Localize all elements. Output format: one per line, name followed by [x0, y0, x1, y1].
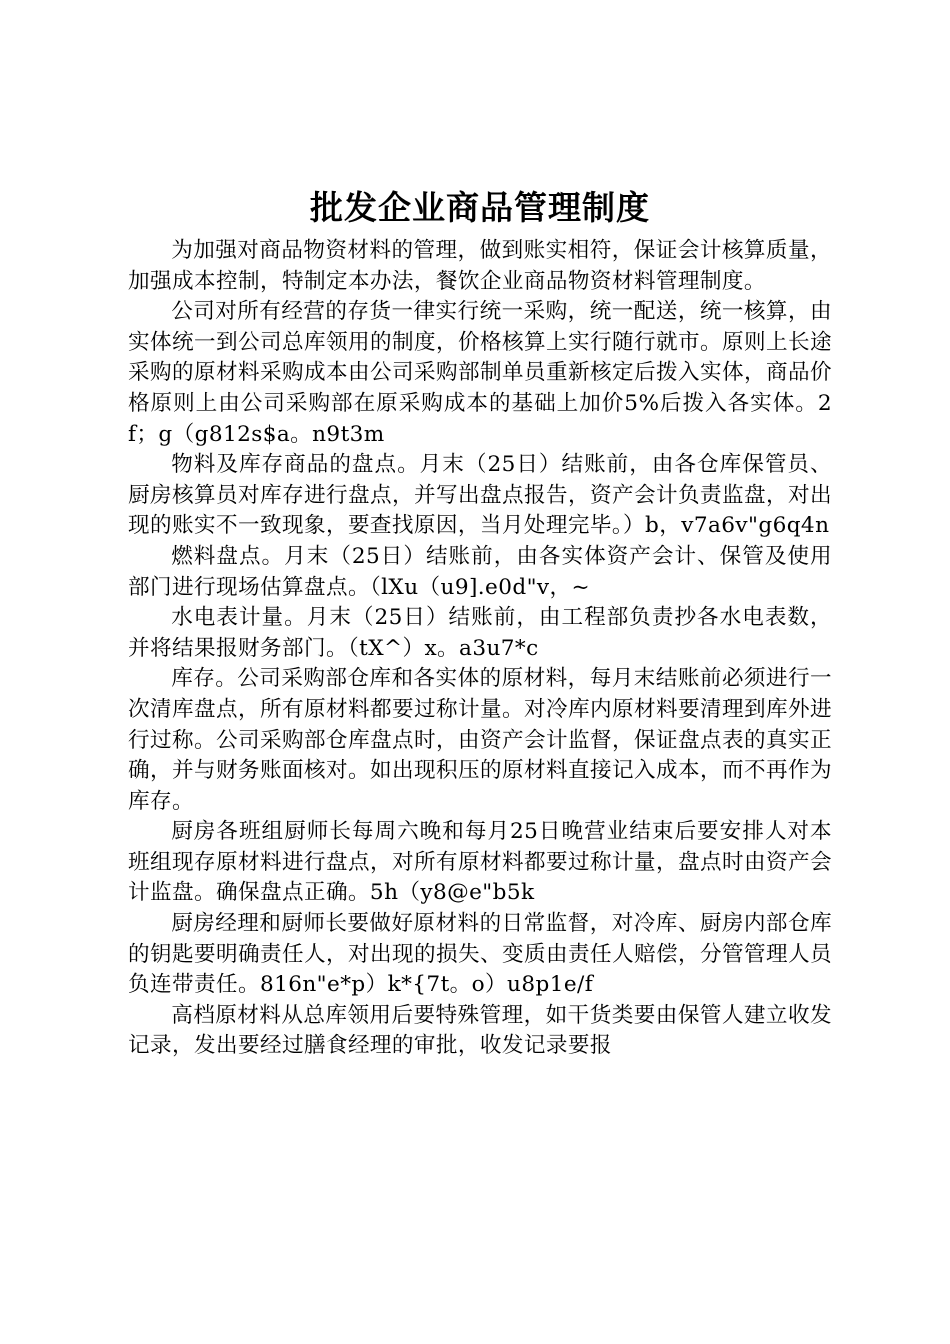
paragraph-supervision: 厨房经理和厨师长要做好原材料的日常监督，对冷库、厨房内部仓库的钥匙要明确责任人，对出现的损失、变质由责任人赔偿，分管管理人员负连带责任。816n"e*p）k*{7t。o）u8p1e/f [128, 911, 832, 998]
paragraph-procurement: 公司对所有经营的存货一律实行统一采购，统一配送，统一核算，由实体统一到公司总库领用的制度，价格核算上实行随行就市。原则上长途采购的原材料采购成本由公司采购部制单员重新核定后拨入实体，商品价格原则上由公司采购部在原采购成本的基础上加价5%后拨入各实体。2f；g（g812s$a。n9t3m [128, 299, 832, 447]
paragraph-fuel-count: 燃料盘点。月末（25日）结账前，由各实体资产会计、保管及使用部门进行现场估算盘点。（lXu（u9].e0d"v，~ [128, 543, 832, 600]
document-page [128, 180, 832, 1062]
document-title: 批发企业商品管理制度 [310, 188, 650, 227]
paragraph-meter-reading: 水电表计量。月末（25日）结账前，由工程部负责抄各水电表数，并将结果报财务部门。（tX^）x。a3u7*c [128, 605, 832, 661]
paragraph-premium-materials: 高档原材料从总库领用后要特殊管理，如干货类要由保管人建立收发记录，发出要经过膳食经理的审批，收发记录要报 [128, 1002, 832, 1059]
paragraph-stock: 库存。公司采购部仓库和各实体的原材料，每月末结账前必须进行一次清库盘点，所有原材料都要过称计量。对冷库内原材料要清理到库外进行过称。公司采购部仓库盘点时，由资产会计监督，保证盘点表的真实正确，并与财务账面核对。如出现积压的原材料直接记入成本，而不再作为库存。 [128, 666, 832, 814]
paragraph-kitchen-count: 厨房各班组厨师长每周六晚和每月25日晚营业结束后要安排人对本班组现存原材料进行盘点，对所有原材料都要过称计量，盘点时由资产会计监盘。确保盘点正确。5h（y8@e"b5k [128, 819, 832, 906]
paragraph-intro: 为加强对商品物资材料的管理，做到账实相符，保证会计核算质量，加强成本控制，特制定本办法，餐饮企业商品物资材料管理制度。 [128, 238, 832, 294]
paragraph-inventory-count: 物料及库存商品的盘点。月末（25日）结账前，由各仓库保管员、厨房核算员对库存进行盘点，并写出盘点报告，资产会计负责监盘，对出现的账实不一致现象，要查找原因，当月处理完毕。）b，v7a6v"g6q4n [128, 452, 832, 539]
